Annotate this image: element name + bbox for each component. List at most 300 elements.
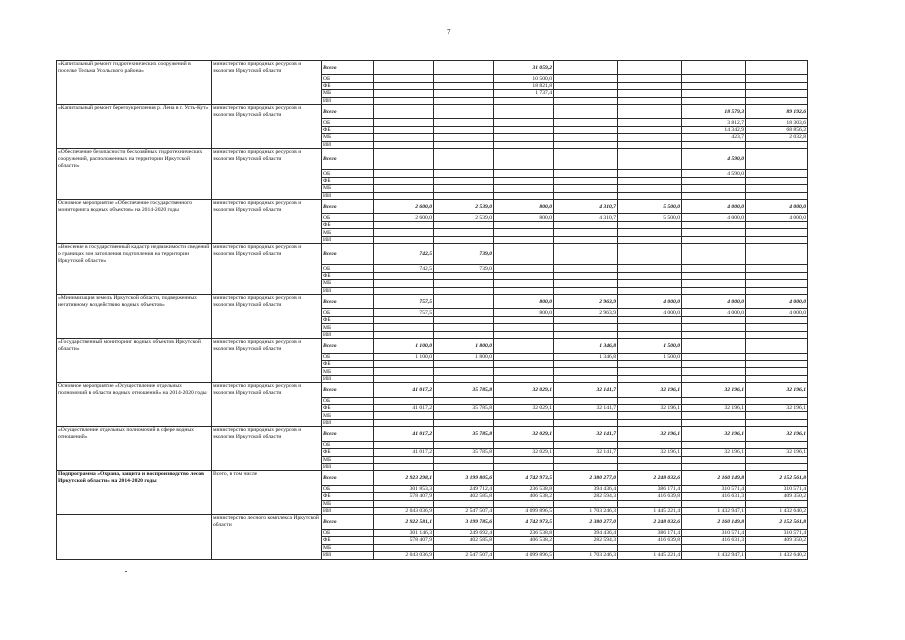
source-cell: ОБ bbox=[322, 75, 374, 82]
value-cell bbox=[434, 295, 494, 309]
event-name-cell bbox=[57, 280, 212, 287]
source-cell: Всего bbox=[322, 339, 374, 353]
value-cell bbox=[682, 331, 746, 338]
value-cell: 249 692,4 bbox=[434, 529, 494, 536]
executor-cell bbox=[212, 353, 322, 360]
value-cell: 2 922 581,1 bbox=[374, 515, 434, 529]
event-name-cell: «Государственный мониторинг водных объектов Иркутской области» bbox=[57, 339, 212, 353]
table-row bbox=[57, 177, 808, 184]
event-name-cell bbox=[57, 412, 212, 419]
table-row bbox=[57, 200, 808, 214]
source-cell: Всего bbox=[322, 200, 374, 214]
table-row bbox=[57, 280, 808, 287]
value-cell bbox=[618, 192, 682, 199]
value-cell: 4 000,0 bbox=[746, 295, 808, 309]
value-cell bbox=[554, 544, 618, 551]
value-cell: 31 059,2 bbox=[494, 61, 554, 75]
value-cell bbox=[494, 353, 554, 360]
source-cell: ФБ bbox=[322, 493, 374, 500]
value-cell: 32 196,1 bbox=[746, 427, 808, 441]
budget-table bbox=[56, 60, 808, 560]
value-cell-part: 2 032,8 bbox=[789, 134, 806, 141]
value-cell bbox=[374, 324, 434, 331]
value-cell bbox=[374, 397, 434, 404]
value-cell bbox=[618, 544, 682, 551]
table-row bbox=[57, 295, 808, 309]
value-cell bbox=[434, 441, 494, 448]
value-cell bbox=[682, 368, 746, 375]
value-cell bbox=[374, 316, 434, 323]
value-cell: 282 594,3 bbox=[554, 493, 618, 500]
value-cell bbox=[682, 236, 746, 243]
value-cell bbox=[434, 309, 494, 316]
source-cell: ИИ bbox=[322, 97, 374, 104]
executor-cell bbox=[212, 456, 322, 463]
event-name-cell bbox=[57, 324, 212, 331]
value-cell bbox=[554, 316, 618, 323]
value-cell: 1 500,0 bbox=[618, 353, 682, 360]
value-cell bbox=[554, 170, 618, 177]
value-cell: 35 785,8 bbox=[434, 383, 494, 397]
value-cell bbox=[746, 441, 808, 448]
value-cell bbox=[494, 360, 554, 367]
table-row bbox=[57, 552, 808, 559]
source-cell: ОБ bbox=[322, 170, 374, 177]
value-cell: 4 742 973,5 bbox=[494, 471, 554, 485]
value-cell bbox=[682, 185, 746, 192]
value-cell bbox=[682, 97, 746, 104]
value-cell bbox=[494, 192, 554, 199]
value-cell bbox=[554, 324, 618, 331]
value-cell: 2 380 277,0 bbox=[554, 515, 618, 529]
value-cell bbox=[374, 221, 434, 228]
event-name-cell bbox=[57, 265, 212, 272]
value-cell bbox=[746, 221, 808, 228]
value-cell bbox=[434, 119, 494, 126]
value-cell bbox=[618, 97, 682, 104]
source-cell: ИИ bbox=[322, 508, 374, 515]
value-cell: 4 310,7 bbox=[554, 200, 618, 214]
source-cell: ОБ bbox=[322, 441, 374, 448]
event-name-cell bbox=[57, 126, 212, 133]
value-cell bbox=[494, 463, 554, 470]
table-row bbox=[57, 419, 808, 426]
value-cell: 32 141,7 bbox=[554, 427, 618, 441]
value-cell bbox=[434, 61, 494, 75]
source-cell: ИИ bbox=[322, 287, 374, 294]
value-cell bbox=[554, 90, 618, 97]
source-cell: МБ bbox=[322, 324, 374, 331]
source-cell: ФБ bbox=[322, 82, 374, 89]
value-cell: 32 029,1 bbox=[494, 383, 554, 397]
value-cell bbox=[682, 287, 746, 294]
value-cell: 249 712,4 bbox=[434, 485, 494, 492]
value-cell: 32 196,1 bbox=[682, 405, 746, 412]
executor-cell bbox=[212, 185, 322, 192]
value-cell bbox=[682, 221, 746, 228]
value-cell bbox=[554, 177, 618, 184]
value-cell bbox=[434, 324, 494, 331]
value-cell bbox=[682, 265, 746, 272]
table-row bbox=[57, 82, 808, 89]
value-cell bbox=[618, 185, 682, 192]
value-cell: 32 196,1 bbox=[682, 427, 746, 441]
event-name-cell bbox=[57, 449, 212, 456]
table-row bbox=[57, 149, 808, 170]
value-cell: 32 029,1 bbox=[494, 449, 554, 456]
value-cell bbox=[374, 75, 434, 82]
event-name-cell bbox=[57, 331, 212, 338]
value-cell bbox=[434, 280, 494, 287]
value-cell bbox=[554, 272, 618, 279]
value-cell bbox=[494, 119, 554, 126]
value-cell: 32 196,1 bbox=[682, 383, 746, 397]
event-name-cell bbox=[57, 316, 212, 323]
executor-cell bbox=[212, 265, 322, 272]
event-name-cell bbox=[57, 493, 212, 500]
value-cell bbox=[746, 419, 808, 426]
executor-cell bbox=[212, 360, 322, 367]
table-row bbox=[57, 141, 808, 148]
value-cell: 757,5 bbox=[374, 295, 434, 309]
table-row bbox=[57, 272, 808, 279]
value-cell bbox=[374, 185, 434, 192]
executor-cell bbox=[212, 192, 322, 199]
table-row bbox=[57, 126, 808, 133]
table-row bbox=[57, 353, 808, 360]
table-row bbox=[57, 229, 808, 236]
value-cell bbox=[618, 463, 682, 470]
value-cell: 1 500,0 bbox=[618, 339, 682, 353]
value-cell bbox=[618, 272, 682, 279]
value-cell: 32 196,1 bbox=[746, 449, 808, 456]
event-name-cell bbox=[57, 287, 212, 294]
value-cell: 4 000,0 bbox=[682, 200, 746, 214]
value-cell: 32 196,1 bbox=[618, 427, 682, 441]
value-cell bbox=[682, 141, 746, 148]
value-cell: 32 196,1 bbox=[618, 449, 682, 456]
value-cell bbox=[618, 134, 682, 141]
value-cell: 4 000,0 bbox=[682, 214, 746, 221]
value-cell: 742,5 bbox=[374, 265, 434, 272]
value-cell bbox=[746, 397, 808, 404]
source-cell: ФБ bbox=[322, 126, 374, 133]
executor-cell bbox=[212, 375, 322, 382]
event-name-cell: Основное мероприятие «Осуществление отдельных полномочий в области водных отношений» на 2014-2020 годы bbox=[57, 383, 212, 397]
table-row bbox=[57, 449, 808, 456]
executor-cell bbox=[212, 75, 322, 82]
value-cell bbox=[682, 75, 746, 82]
value-cell bbox=[434, 97, 494, 104]
value-cell bbox=[682, 339, 746, 353]
value-cell: 41 017,2 bbox=[374, 405, 434, 412]
value-cell bbox=[554, 331, 618, 338]
value-cell bbox=[618, 221, 682, 228]
value-cell bbox=[494, 265, 554, 272]
value-cell bbox=[434, 500, 494, 507]
value-cell: 10 500,0 bbox=[494, 75, 554, 82]
value-cell: 5 500,0 bbox=[618, 214, 682, 221]
value-cell bbox=[434, 412, 494, 419]
value-cell bbox=[374, 287, 434, 294]
value-cell: 406 538,2 bbox=[494, 493, 554, 500]
event-name-cell bbox=[57, 397, 212, 404]
source-cell: ФБ bbox=[322, 405, 374, 412]
event-name-cell bbox=[57, 353, 212, 360]
value-cell: 32 029,1 bbox=[494, 427, 554, 441]
value-cell bbox=[554, 441, 618, 448]
value-cell bbox=[374, 272, 434, 279]
value-cell bbox=[494, 500, 554, 507]
event-name-cell bbox=[57, 229, 212, 236]
table-row bbox=[57, 456, 808, 463]
event-name-cell: Подпрограмма «Охрана, защита и воспроизводство лесов Иркутской области» на 2014-2020 годы bbox=[57, 471, 212, 485]
value-cell: 2 923 298,1 bbox=[374, 471, 434, 485]
table-row bbox=[57, 368, 808, 375]
source-cell: Всего bbox=[322, 105, 374, 119]
value-cell bbox=[618, 75, 682, 82]
value-cell bbox=[746, 170, 808, 177]
table-row bbox=[57, 75, 808, 82]
executor-cell bbox=[212, 229, 322, 236]
value-cell bbox=[554, 397, 618, 404]
source-cell: ИИ bbox=[322, 141, 374, 148]
value-cell: 739,0 bbox=[434, 244, 494, 265]
value-cell bbox=[494, 105, 554, 119]
value-cell: 3 812,7 bbox=[682, 119, 746, 126]
executor-cell: министерство природных ресурсов и экологии Иркутской области bbox=[212, 383, 322, 397]
scan-mark bbox=[125, 571, 127, 572]
event-name-cell bbox=[57, 544, 212, 551]
value-cell: 578 407,9 bbox=[374, 537, 434, 544]
table-row bbox=[57, 192, 808, 199]
source-cell: ОБ bbox=[322, 529, 374, 536]
value-cell bbox=[374, 149, 434, 170]
value-cell bbox=[554, 265, 618, 272]
event-name-cell bbox=[57, 456, 212, 463]
value-cell: 41 017,2 bbox=[374, 427, 434, 441]
value-cell: 14 342,9 bbox=[682, 126, 746, 133]
executor-cell bbox=[212, 412, 322, 419]
table-row bbox=[57, 427, 808, 441]
executor-cell bbox=[212, 331, 322, 338]
value-cell: 409 350,2 bbox=[746, 537, 808, 544]
value-cell bbox=[554, 456, 618, 463]
value-cell bbox=[494, 244, 554, 265]
table-row bbox=[57, 316, 808, 323]
executor-cell bbox=[212, 221, 322, 228]
value-cell bbox=[746, 149, 808, 170]
event-name-cell bbox=[57, 375, 212, 382]
source-cell: ФБ bbox=[322, 316, 374, 323]
event-name-cell bbox=[57, 236, 212, 243]
value-cell bbox=[554, 360, 618, 367]
value-cell bbox=[746, 265, 808, 272]
value-cell bbox=[618, 331, 682, 338]
value-cell: 1 432 640,2 bbox=[746, 552, 808, 559]
source-cell: ФБ bbox=[322, 177, 374, 184]
value-cell bbox=[374, 368, 434, 375]
value-cell bbox=[494, 229, 554, 236]
value-cell: 4 099 896,5 bbox=[494, 552, 554, 559]
value-cell: 32 141,7 bbox=[554, 405, 618, 412]
executor-cell bbox=[212, 236, 322, 243]
table-row bbox=[57, 537, 808, 544]
value-cell bbox=[746, 90, 808, 97]
value-cell bbox=[746, 229, 808, 236]
source-cell: ФБ bbox=[322, 360, 374, 367]
value-cell bbox=[682, 500, 746, 507]
event-name-cell bbox=[57, 500, 212, 507]
event-name-cell bbox=[57, 185, 212, 192]
executor-cell bbox=[212, 324, 322, 331]
value-cell bbox=[746, 375, 808, 382]
executor-cell: министерство природных ресурсов и экологии Иркутской области bbox=[212, 295, 322, 309]
value-cell bbox=[746, 192, 808, 199]
value-cell bbox=[746, 287, 808, 294]
value-cell: 800,0 bbox=[494, 295, 554, 309]
value-cell bbox=[374, 229, 434, 236]
value-cell bbox=[374, 192, 434, 199]
value-cell bbox=[494, 368, 554, 375]
value-cell: 35 785,8 bbox=[434, 405, 494, 412]
value-cell bbox=[434, 463, 494, 470]
event-name-cell bbox=[57, 508, 212, 515]
value-cell: 2 152 561,8 bbox=[746, 471, 808, 485]
value-cell bbox=[434, 360, 494, 367]
value-cell: 2 248 032,6 bbox=[618, 515, 682, 529]
value-cell bbox=[746, 353, 808, 360]
value-cell bbox=[618, 236, 682, 243]
event-name-cell bbox=[57, 537, 212, 544]
value-cell bbox=[682, 192, 746, 199]
value-cell bbox=[746, 316, 808, 323]
table-row bbox=[57, 508, 808, 515]
value-cell bbox=[618, 324, 682, 331]
value-cell bbox=[434, 141, 494, 148]
table-row bbox=[57, 529, 808, 536]
event-name-cell: «Осуществление отдельных полномочий в сфере водных отношений» bbox=[57, 427, 212, 441]
value-cell bbox=[554, 375, 618, 382]
table-row bbox=[57, 265, 808, 272]
executor-cell bbox=[212, 529, 322, 536]
value-cell bbox=[494, 397, 554, 404]
value-cell bbox=[554, 119, 618, 126]
value-cell bbox=[682, 316, 746, 323]
value-cell: 32 141,7 bbox=[554, 449, 618, 456]
value-cell bbox=[618, 177, 682, 184]
value-cell bbox=[746, 280, 808, 287]
source-cell: МБ bbox=[322, 280, 374, 287]
executor-cell bbox=[212, 485, 322, 492]
value-cell bbox=[746, 339, 808, 353]
value-cell bbox=[618, 441, 682, 448]
table-row bbox=[57, 485, 808, 492]
value-cell bbox=[618, 412, 682, 419]
value-cell: 236 538,8 bbox=[494, 485, 554, 492]
value-cell: 402 585,8 bbox=[434, 493, 494, 500]
event-name-cell: «Капитальный ремонт гидротехнических сооружений в поселке Тельма Усольского района» bbox=[57, 61, 212, 75]
value-cell bbox=[494, 134, 554, 141]
value-cell bbox=[494, 177, 554, 184]
value-cell bbox=[434, 134, 494, 141]
executor-cell bbox=[212, 126, 322, 133]
value-cell bbox=[746, 412, 808, 419]
value-cell: 310 571,4 bbox=[682, 485, 746, 492]
value-cell: 4 000,0 bbox=[682, 309, 746, 316]
value-cell bbox=[434, 170, 494, 177]
value-cell bbox=[618, 265, 682, 272]
value-cell bbox=[434, 456, 494, 463]
event-name-cell bbox=[57, 463, 212, 470]
value-cell: 1 346,8 bbox=[554, 353, 618, 360]
value-cell bbox=[682, 456, 746, 463]
event-name-cell bbox=[57, 170, 212, 177]
value-cell bbox=[374, 134, 434, 141]
executor-cell: министерство природных ресурсов и экологии Иркутской области bbox=[212, 244, 322, 265]
value-cell bbox=[374, 412, 434, 419]
event-name-cell bbox=[57, 90, 212, 97]
source-cell: Всего bbox=[322, 295, 374, 309]
executor-cell bbox=[212, 82, 322, 89]
value-cell: 800,0 bbox=[494, 214, 554, 221]
value-cell bbox=[434, 272, 494, 279]
value-cell bbox=[682, 82, 746, 89]
value-cell: 1 703 246,3 bbox=[554, 552, 618, 559]
value-cell bbox=[618, 105, 682, 119]
source-cell: ОБ bbox=[322, 397, 374, 404]
value-cell bbox=[374, 375, 434, 382]
event-name-cell bbox=[57, 441, 212, 448]
value-cell bbox=[374, 419, 434, 426]
source-cell: ИИ bbox=[322, 375, 374, 382]
value-cell bbox=[682, 229, 746, 236]
source-cell: МБ bbox=[322, 500, 374, 507]
source-cell: ФБ bbox=[322, 221, 374, 228]
value-cell: 18 579,3 bbox=[682, 105, 746, 119]
value-cell: 310 571,4 bbox=[746, 485, 808, 492]
executor-cell bbox=[212, 90, 322, 97]
value-cell: 236 538,8 bbox=[494, 529, 554, 536]
value-cell bbox=[434, 419, 494, 426]
executor-cell bbox=[212, 280, 322, 287]
value-cell: 4 000,0 bbox=[618, 309, 682, 316]
value-cell bbox=[746, 185, 808, 192]
value-cell bbox=[682, 177, 746, 184]
value-cell bbox=[434, 368, 494, 375]
source-cell: МБ bbox=[322, 229, 374, 236]
table-row bbox=[57, 493, 808, 500]
value-cell bbox=[554, 419, 618, 426]
value-cell bbox=[554, 229, 618, 236]
value-cell bbox=[746, 134, 808, 141]
value-cell: 394 436,4 bbox=[554, 529, 618, 536]
executor-cell bbox=[212, 397, 322, 404]
value-cell bbox=[434, 221, 494, 228]
value-cell bbox=[618, 61, 682, 75]
value-cell: 1 445 221,4 bbox=[618, 508, 682, 515]
value-cell bbox=[618, 170, 682, 177]
value-cell bbox=[494, 185, 554, 192]
event-name-cell: «Внесение в государственный кадастр недвижимости сведений о границах зон затопления подтопления на территории Иркутской области» bbox=[57, 244, 212, 265]
executor-cell: Всего, в том числе bbox=[212, 471, 322, 485]
value-cell bbox=[554, 412, 618, 419]
value-cell: 4 099 896,5 bbox=[494, 508, 554, 515]
value-cell-part: 89 192,6 bbox=[786, 108, 806, 115]
executor-cell bbox=[212, 405, 322, 412]
value-cell bbox=[434, 149, 494, 170]
event-name-cell bbox=[57, 419, 212, 426]
